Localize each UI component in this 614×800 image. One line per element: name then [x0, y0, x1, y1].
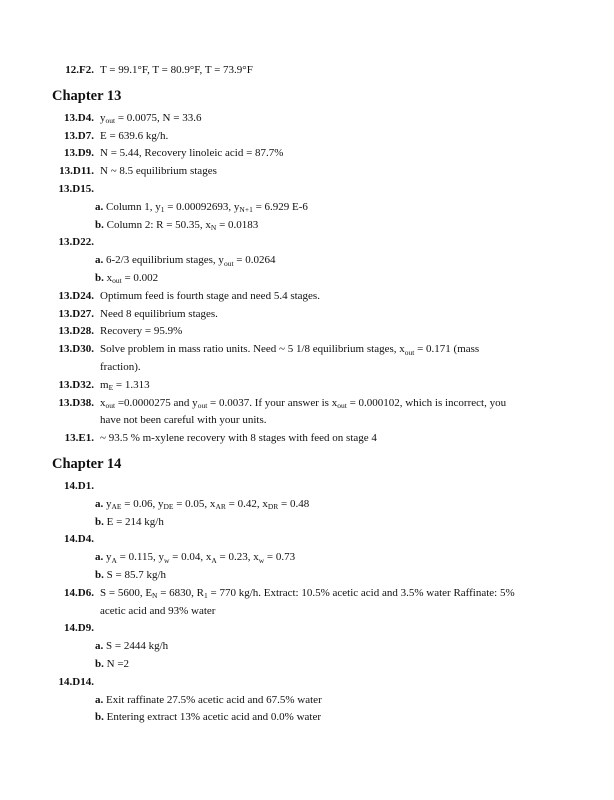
subscript: N+1: [239, 205, 253, 215]
answer-text: a. $y_{AE} = 0.06$, $y_{DE} = 0.05$, $x_{AR} = 0.42$, $x_{DR} = 0.48$: [95, 497, 310, 512]
problem-item: [0, 288, 574, 306]
subitem-label: a.: [95, 254, 104, 267]
answer-text: N = 5.44, Recovery linoleic acid = 87.7%: [100, 147, 284, 160]
problem-item: [0, 478, 574, 496]
answer-text: Optimum feed is fourth stage and need 5.4 stages.: [100, 289, 320, 302]
answer-text: [100, 620, 574, 638]
problem-label: 14.D14.: [58, 675, 94, 688]
problem-item: [0, 674, 574, 692]
sub-item: [0, 252, 574, 270]
problem-label: 14.D4.: [64, 533, 94, 546]
sub-item: [0, 270, 574, 288]
problem-item: [0, 163, 574, 181]
problem-item: [0, 306, 574, 324]
sub-item: [0, 199, 574, 217]
subitem-label: b.: [95, 657, 104, 670]
answer-text: $m_E = 1.313$: [100, 378, 150, 393]
problem-label: 13.D22.: [58, 236, 94, 249]
problem-label: 13.D7.: [64, 129, 94, 142]
sub-item: [0, 514, 574, 532]
answer-text: S = 5600, $E_N = 6830$, $R_1 = 770$ kg/h. Extract: 10.5% acetic acid and 3.5% water Raffinate: 5%: [100, 586, 515, 601]
problem-item: [0, 430, 574, 448]
answer-text: have not been careful with your units.: [100, 414, 267, 427]
answer-text: b. E = 214 kg/h: [95, 515, 164, 528]
sub-item: [0, 217, 574, 235]
subitem-label: a.: [95, 497, 104, 510]
subitem-label: a.: [95, 693, 104, 706]
subscript: A: [211, 555, 217, 565]
answers-document-body: [0, 62, 574, 727]
subscript: out: [105, 116, 116, 126]
sub-item: [0, 549, 574, 567]
answer-text: N ~ 8.5 equilibrium stages: [100, 165, 217, 178]
problem-item: [0, 531, 574, 549]
subscript: out: [112, 276, 122, 286]
problem-label: 13.E1.: [64, 432, 94, 445]
answer-text: $y_{out} = 0.0075$, N = 33.6: [100, 111, 202, 126]
answer-text: acetic acid and 93% water: [100, 604, 216, 617]
sub-item: [0, 692, 574, 710]
subscript: out: [223, 258, 234, 268]
problem-label: 13.D15.: [58, 182, 94, 195]
subitem-label: a.: [95, 551, 104, 564]
subscript: DR: [267, 502, 279, 512]
problem-item: [0, 145, 574, 163]
problem-item: [0, 62, 574, 80]
problem-label: 14.D1.: [64, 479, 94, 492]
chapter-heading: Chapter 13: [52, 87, 122, 104]
answer-text: b. S = 85.7 kg/h: [95, 568, 167, 581]
subscript: 1: [204, 591, 208, 601]
problem-item: [0, 395, 574, 431]
problem-label: 13.D9.: [64, 147, 94, 160]
subscript: AE: [111, 502, 122, 512]
subscript: w: [163, 555, 170, 565]
subscript: out: [337, 401, 347, 411]
subscript: 1: [160, 205, 165, 215]
answer-text: [100, 181, 574, 199]
subitem-label: a.: [95, 200, 104, 213]
problem-label: 13.D28.: [58, 325, 94, 338]
problem-item: [0, 620, 574, 638]
answer-text: [100, 234, 574, 252]
answer-text: Recovery = 95.9%: [100, 325, 183, 338]
sub-item: [0, 496, 574, 514]
subitem-label: b.: [95, 568, 104, 581]
subscript: N: [210, 223, 217, 233]
answer-text: a. Column 1, $y_1 = 0.00092693$, $y_{N+1} = 6.929$ E-6: [95, 200, 308, 215]
sub-item: [0, 709, 574, 727]
sub-item: [0, 567, 574, 585]
chapter-heading: Chapter 14: [52, 455, 122, 472]
problem-label: 13.D32.: [58, 378, 94, 391]
answer-text: [100, 674, 574, 692]
answer-text: fraction).: [100, 360, 141, 373]
answer-text: b. N =2: [95, 657, 130, 670]
problem-item: [0, 110, 574, 128]
problem-label: 13.D38.: [58, 396, 94, 409]
problem-item: [0, 341, 574, 377]
answer-text: Solve problem in mass ratio units. Need ~ 5 1/8 equilibrium stages, $x_{out} = 0.171$ (mass: [100, 343, 480, 357]
subscript: A: [111, 555, 117, 565]
subitem-label: a.: [95, 640, 104, 653]
answer-text: Need 8 equilibrium stages.: [100, 307, 218, 320]
problem-label: 12.F2.: [65, 64, 94, 76]
problem-label: 13.D4.: [64, 111, 94, 124]
answer-text: E = 639.6 kg/h.: [100, 129, 169, 142]
answer-text: [100, 531, 574, 549]
answer-text: b. Entering extract 13% acetic acid and 0.0% water: [95, 711, 322, 724]
sub-item: [0, 656, 574, 674]
answer-text: b. $x_{out} = 0.002$: [95, 271, 159, 286]
subitem-label: b.: [95, 271, 104, 284]
subscript: out: [105, 401, 116, 411]
answer-text: a. $y_A = 0.115$, $y_w = 0.04$, $x_A = 0.23$, $x_w = 0.73$: [95, 551, 296, 565]
subscript: AR: [215, 502, 226, 512]
subitem-label: b.: [95, 515, 104, 528]
problem-item: [0, 585, 574, 621]
answer-text: [100, 478, 574, 496]
sub-item: [0, 638, 574, 656]
subscript: out: [404, 347, 415, 357]
problem-label: 14.D9.: [64, 622, 94, 635]
answer-text: a. 6-2/3 equilibrium stages, $y_{out} = 0.0264$: [95, 254, 276, 268]
answer-text: ~ 93.5 % m-xylene recovery with 8 stages with feed on stage 4: [100, 432, 377, 445]
subscript: w: [258, 555, 265, 565]
subscript: E: [108, 383, 114, 393]
problem-item: [0, 234, 574, 252]
answer-text: a. Exit raffinate 27.5% acetic acid and 67.5% water: [95, 693, 322, 706]
problem-item: [0, 128, 574, 146]
answer-text: b. Column 2: R = 50.35, $x_N = 0.0183$: [95, 218, 259, 233]
problem-item: [0, 377, 574, 395]
problem-label: 14.D6.: [64, 586, 94, 599]
subscript: out: [197, 401, 208, 411]
answer-text: T = 99.1°F, T = 80.9°F, T = 73.9°F: [100, 64, 253, 76]
subitem-label: b.: [95, 711, 104, 724]
problem-label: 13.D11.: [59, 165, 94, 178]
problem-label: 13.D27.: [58, 307, 94, 320]
problem-item: [0, 181, 574, 199]
subitem-label: b.: [95, 218, 104, 231]
problem-label: 13.D30.: [58, 343, 94, 356]
answer-text: a. S = 2444 kg/h: [95, 640, 169, 653]
problem-label: 13.D24.: [58, 289, 94, 302]
answer-text: $x_{out} =0.0000275$ and $y_{out} = 0.0037$. If your answer is $x_{out} = 0.000102$, which is incorrect, you: [100, 396, 507, 411]
subscript: N: [152, 591, 158, 601]
problem-item: [0, 323, 574, 341]
subscript: DE: [163, 502, 174, 512]
